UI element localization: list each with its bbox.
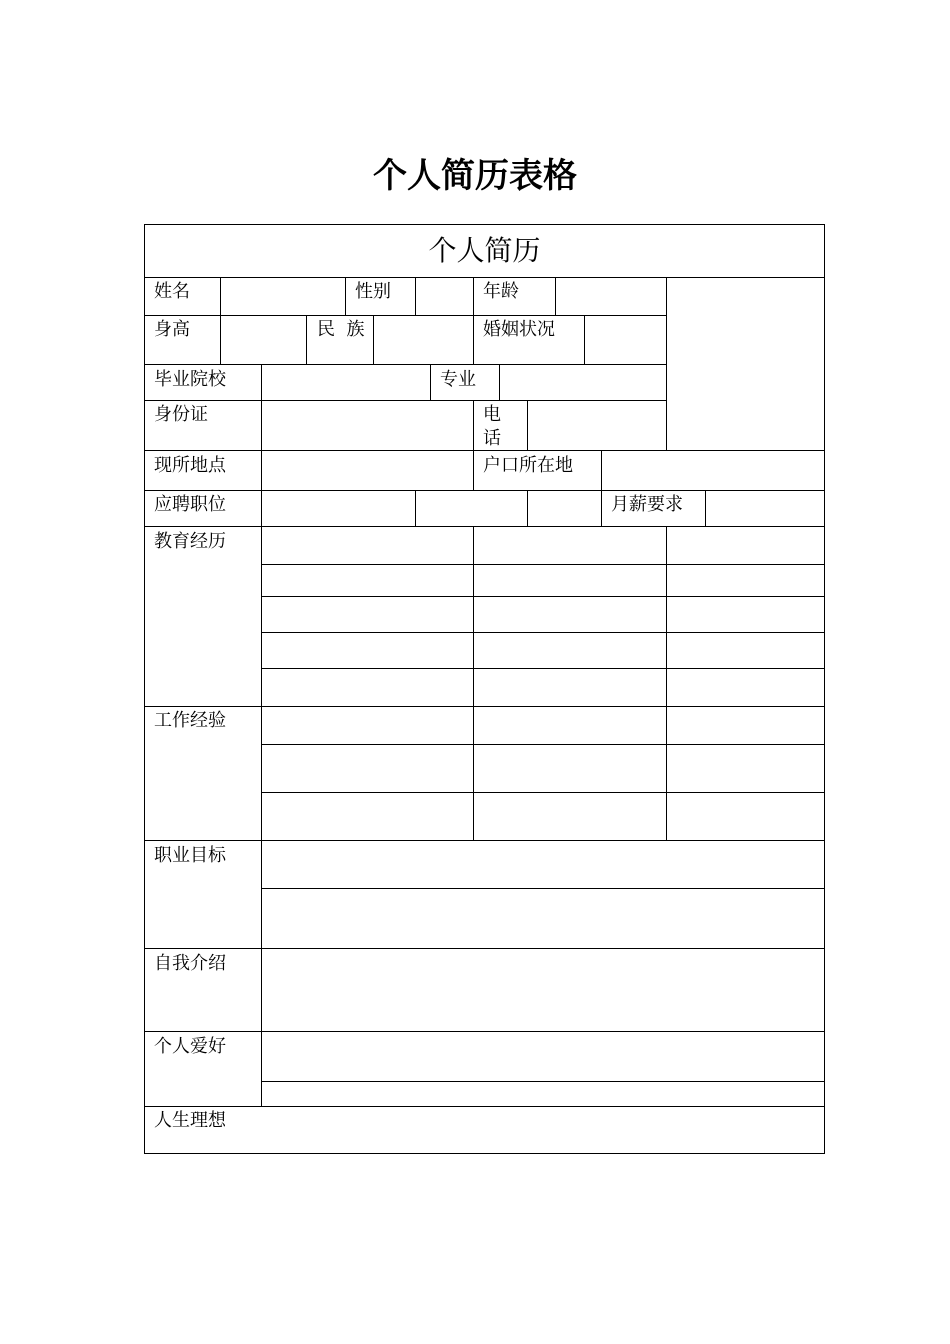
cell-divider [527,490,528,526]
row-divider [261,744,824,745]
row-divider [261,792,824,793]
label-hobbies: 个人爱好 [154,1036,226,1057]
label-career-goal: 职业目标 [154,845,226,866]
cell-divider [555,277,556,315]
cell-divider [473,277,474,364]
row-divider [261,1081,824,1082]
row-divider [261,888,824,889]
cell-divider [220,277,221,315]
cell-divider [373,315,374,364]
label-life-ideal: 人生理想 [154,1110,226,1131]
row-divider [261,564,824,565]
row-divider [261,668,824,669]
row-divider [261,596,824,597]
row-divider [261,632,824,633]
row-divider [145,840,824,841]
row-divider [145,400,667,401]
cell-divider [415,490,416,526]
row-divider [145,526,824,527]
row-divider [145,1106,824,1107]
row-divider [145,315,667,316]
cell-divider [527,400,528,450]
resume-form [144,224,825,1154]
photo-box[interactable] [667,277,824,450]
label-phone: 电话 [483,404,501,449]
row-divider [145,364,667,365]
form-heading: 个人简历 [428,234,541,267]
label-age: 年龄 [483,281,519,302]
cell-divider [306,315,307,364]
cell-divider [601,450,602,526]
label-household-location: 户口所在地 [483,455,573,476]
label-salary-expectation: 月薪要求 [611,494,683,515]
label-gender: 性别 [355,281,391,302]
cell-divider [499,364,500,400]
document-title: 个人简历表格 [373,156,577,196]
cell-divider [473,400,474,490]
label-work-experience: 工作经验 [154,710,226,731]
cell-divider [666,526,667,840]
row-divider [145,948,824,949]
label-position-applied: 应聘职位 [154,494,226,515]
cell-divider [220,315,221,364]
label-height: 身高 [154,319,190,340]
cell-divider [345,277,346,315]
cell-divider [261,364,262,1106]
label-name: 姓名 [154,281,190,302]
label-education: 教育经历 [154,531,226,552]
cell-divider [705,490,706,526]
label-current-address: 现所地点 [154,455,226,476]
label-ethnicity: 民 族 [317,319,365,340]
cell-divider [430,364,431,400]
cell-divider [584,315,585,364]
label-major: 专业 [440,369,476,390]
row-divider [145,1031,824,1032]
row-divider [145,706,824,707]
cell-divider [415,277,416,315]
row-divider [145,490,824,491]
label-self-intro: 自我介绍 [154,953,226,974]
cell-divider [473,526,474,840]
label-school: 毕业院校 [154,369,226,390]
label-id-card: 身份证 [154,404,208,425]
label-marital-status: 婚姻状况 [483,319,555,340]
